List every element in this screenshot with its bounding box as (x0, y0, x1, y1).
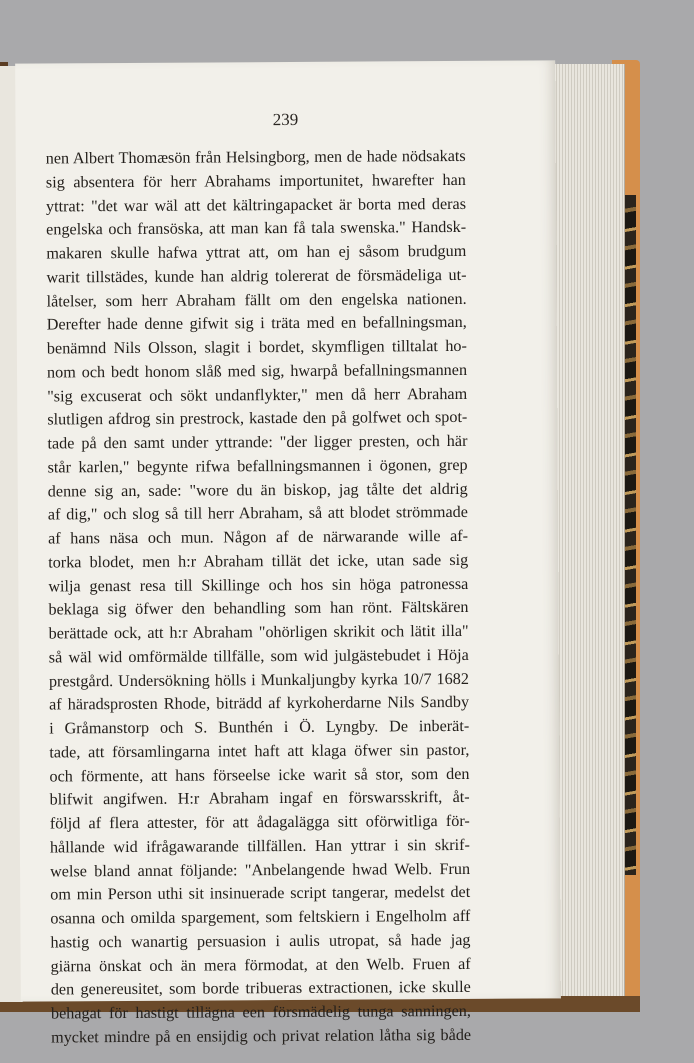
text-line: om min Person uthi sit insinuerade script tangerar, medelst det (50, 883, 471, 904)
book-page (15, 60, 561, 1047)
text-line: torka blodet, men h:r Abraham tillät det icke, utan sade sig (48, 550, 469, 572)
text-line: warit tillstädes, kunde han aldrig tolererat de försmädeliga ut- (46, 265, 467, 287)
text-line: af häradsprosten Rhode, biträdd af kyrkoherdarne Nils Sandby (49, 693, 470, 714)
body-text (46, 145, 472, 1050)
text-line: berättade ock, att h:r Abraham "ohörligen skrikit och lätit illa" (48, 621, 469, 643)
text-line: den genereusitet, som borde tribueras extractionen, icke skulle (50, 978, 471, 999)
text-line: yttrat: "det war wäl att det kältringapacket är borta med deras (45, 194, 467, 215)
text-line: nom och bedt honom slåß med sig, hwarpå befallningsmannen (46, 360, 468, 382)
text-line: giärna önskat och än mera förmodat, at den Welb. Fruen af (50, 954, 471, 975)
text-line: låtelser, som herr Abraham fällt om den engelska nationen. (46, 289, 467, 310)
text-line: och förmente, att hans förseelse icke warit så stor, som den (49, 764, 470, 785)
text-line: Derefter hade denne gifwit sig i träta med en befallningsman, (46, 313, 467, 334)
text-line: beklaga sig öfwer den behandling som han rönt. Fältskären (48, 598, 469, 619)
text-line: står karlen," begynte rifwa befallningsmannen i ögonen, grep (47, 455, 468, 477)
text-line: osanna och omilda spargement, som feltskiern i Engelholm aff (50, 906, 471, 928)
text-line: i Gråmanstorp och S. Bunthén i Ö. Lyngby. De inberät- (49, 716, 470, 738)
text-line: "sig excuserat och sökt undanflykter," men då herr Abraham (47, 384, 468, 405)
text-line: nen Albert Thomæsön från Helsingborg, men de hade nödsakats (45, 146, 466, 168)
text-line: behagat för hastigt tillägna een försmädelig tunga sanningen, (50, 1001, 471, 1023)
text-line: engelska och fransöska, att man kan få tala swenska." Handsk- (46, 218, 467, 239)
text-line: wilja genast resa till Skillinge och hos sin höga patronessa (48, 574, 469, 595)
text-line: hastig och wanartig persuasion i aulis utropat, så hade jag (50, 930, 471, 952)
text-line: benämnd Nils Olsson, slagit i bordet, skymfligen tilltalat ho- (46, 336, 467, 358)
text-line: tade på den samt under yttrande: "der ligger presten, och här (47, 431, 468, 453)
text-line: följd af flera attester, för att ådagalägga sitt oförwitliga för- (49, 811, 470, 833)
text-line: sig absentera för herr Abrahams importunitet, hwarefter han (45, 170, 466, 192)
text-line: hållande wid ifrågawarande tillfällen. Han yttrar i sin skrif- (49, 835, 470, 857)
text-line: mycket mindre på en ensijdig och privat relation låtha sig både (51, 1025, 472, 1047)
text-line: af dig," och slog så till herr Abraham, så att blodet strömmade (47, 503, 468, 524)
text-line: blifwit angifwen. H:r Abraham ingaf en förswarsskrift, åt- (49, 788, 470, 809)
text-line: welse bland annat följande: "Anbelangende hwad Welb. Frun (50, 859, 471, 880)
text-line: tade, att församlingarna intet haft att klaga öfwer sin pastor, (49, 740, 470, 762)
text-line: denne sig an, sade: "wore du än biskop, jag tålte det aldrig (47, 479, 468, 500)
text-line: prestgård. Undersökning hölls i Munkaljungby kyrka 10/7 1682 (48, 669, 469, 690)
text-line: så wäl wid omförmälde tillfälle, som wid julgästebudet i Höja (48, 645, 469, 667)
text-line: af hans näsa och mun. Någon af de närwarande wille af- (47, 526, 469, 548)
page-number: 239 (272, 109, 299, 130)
text-line: slutligen afdrog sin prestrock, kastade den på golfwet och spot- (47, 408, 468, 429)
text-line: makaren skulle hafwa yttrat att, om han ej såsom brudgum (46, 241, 467, 263)
